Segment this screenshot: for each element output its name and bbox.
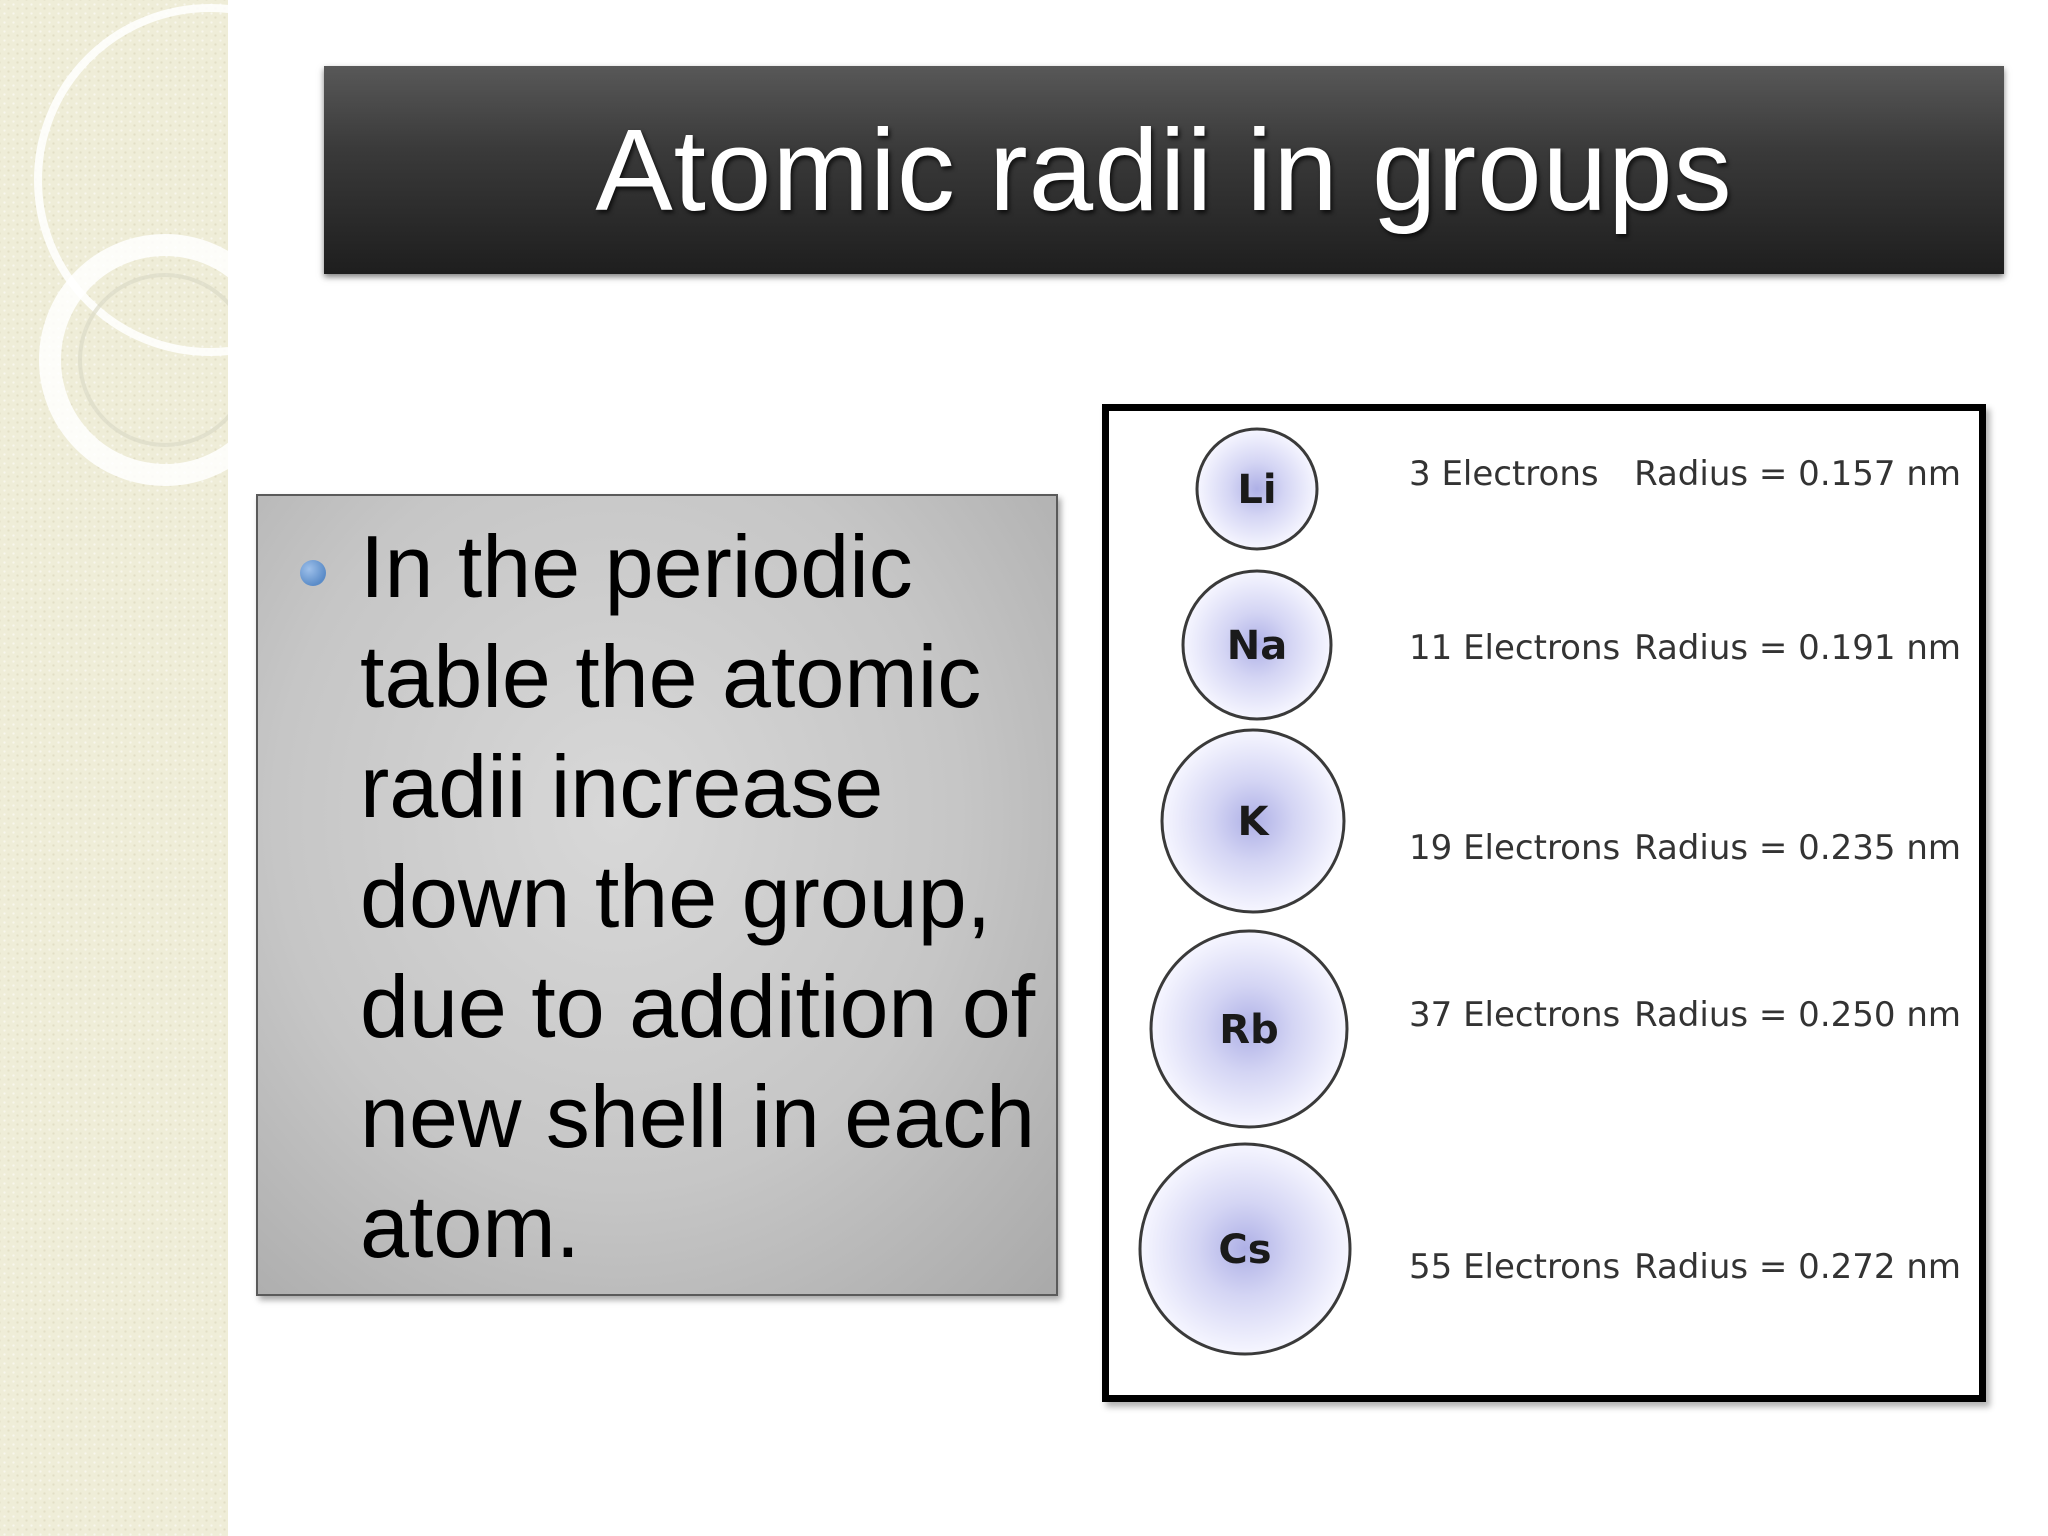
electron-count-na: 11 Electrons	[1409, 628, 1621, 668]
decorative-rings	[0, 0, 228, 1536]
slide-title: Atomic radii in groups	[595, 105, 1733, 235]
radius-value-rb: Radius = 0.250 nm	[1634, 995, 1961, 1035]
radius-value-cs: Radius = 0.272 nm	[1634, 1247, 1961, 1287]
electron-count-rb: 37 Electrons	[1409, 995, 1621, 1035]
electron-count-cs: 55 Electrons	[1409, 1247, 1621, 1287]
atomic-radii-figure	[1102, 404, 1986, 1402]
atom-symbol-li: Li	[1237, 467, 1277, 513]
atom-symbol-rb: Rb	[1219, 1007, 1279, 1053]
bullet-text-box	[256, 494, 1058, 1296]
bullet-dot-icon	[300, 560, 326, 586]
radius-value-na: Radius = 0.191 nm	[1634, 628, 1961, 668]
atom-diagram	[1109, 411, 1979, 1395]
radius-value-k: Radius = 0.235 nm	[1634, 828, 1961, 868]
atom-symbol-cs: Cs	[1218, 1227, 1272, 1273]
electron-count-k: 19 Electrons	[1409, 828, 1621, 868]
radius-value-li: Radius = 0.157 nm	[1634, 454, 1961, 494]
decorative-side-band	[0, 0, 228, 1536]
bullet-text: In the periodic table the atomic radii increase down the group, due to addition of new shell in each atom.	[360, 517, 1036, 1276]
atom-symbol-na: Na	[1226, 623, 1288, 669]
atom-symbol-k: K	[1237, 799, 1269, 845]
title-bar	[324, 66, 2004, 274]
electron-count-li: 3 Electrons	[1409, 454, 1599, 494]
